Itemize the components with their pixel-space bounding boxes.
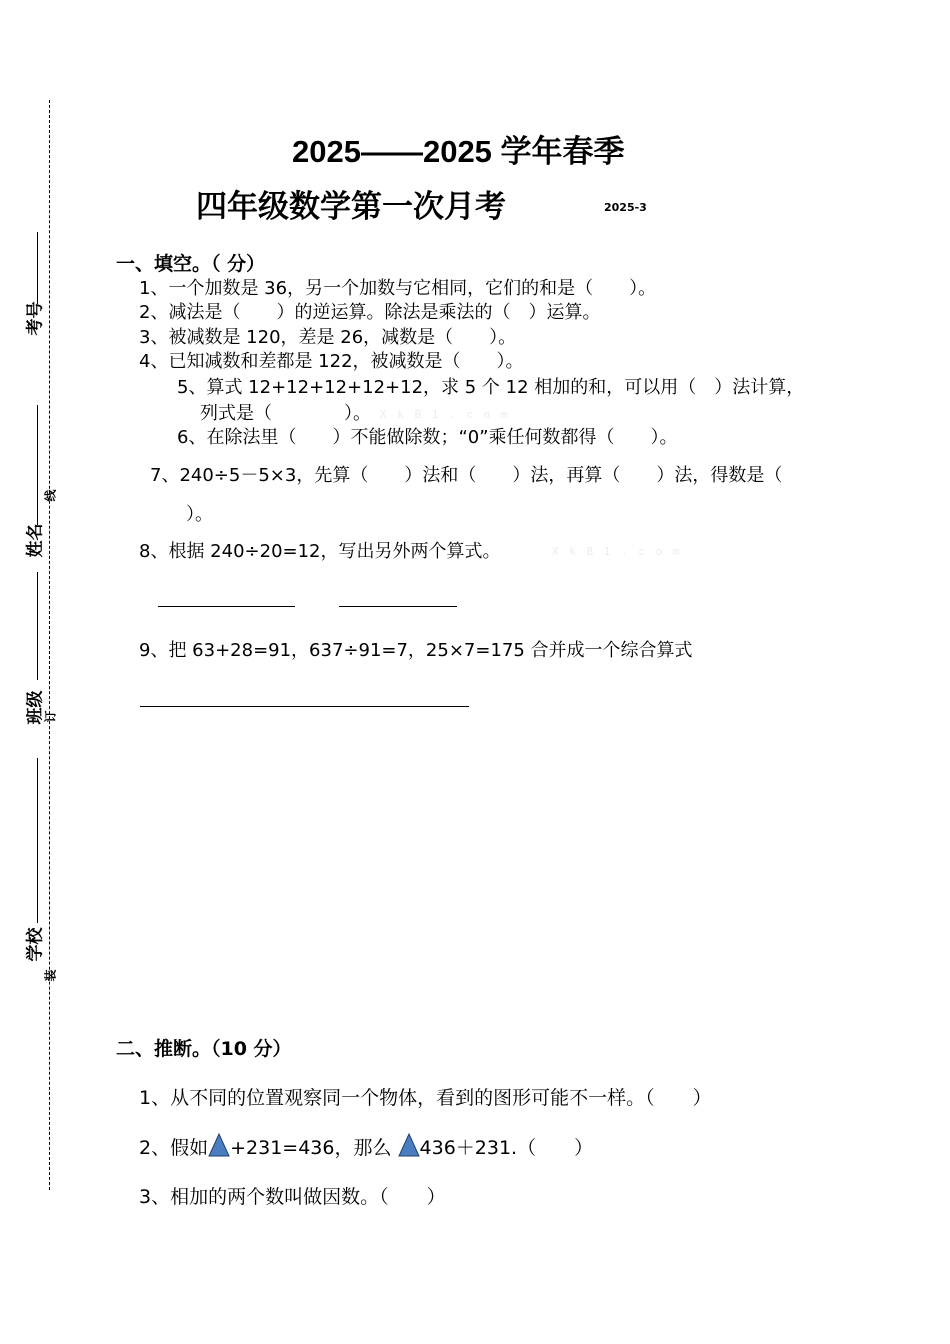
s1-question-3: 3、被减数是 120，差是 26，减数是（ ）。 (139, 327, 517, 348)
s1-question-6: 6、在除法里（ ）不能做除数；“0”乘任何数都得（ ）。 (177, 427, 678, 448)
name-underline-top (37, 405, 38, 525)
s2-question-1: 1、从不同的位置观察同一个物体，看到的图形可能不一样。（ ） (139, 1087, 712, 1109)
name-underline (37, 572, 38, 680)
s1-question-8: 8、根据 240÷20=12，写出另外两个算式。 (139, 541, 501, 562)
section2-title: 二、推断。（10 分） (116, 1038, 292, 1060)
s2-q2-part-a: 2、假如 (139, 1137, 209, 1159)
exam-date: 2025-3 (604, 201, 647, 214)
s2-q2-part-c: 436＋231.（ ） (419, 1137, 594, 1159)
exam-no-label: 考号 (25, 301, 46, 336)
xian-mark: 线 (43, 489, 58, 502)
ding-mark: 订 (43, 710, 58, 723)
exam-no-underline (37, 232, 38, 304)
answer-line-3[interactable] (140, 706, 469, 707)
s2-question-3: 3、相加的两个数叫做因数。（ ） (139, 1186, 446, 1208)
exam-title-line1: 2025——2025 学年春季 (292, 134, 625, 169)
exam-title-line2: 四年级数学第一次月考 (196, 189, 506, 225)
zhuang-mark: 装 (43, 969, 58, 982)
school-label: 学校 (25, 927, 46, 962)
s2-q2-part-b: +231=436，那么 (230, 1137, 398, 1159)
watermark-2: X k B 1 . c o m (552, 545, 682, 558)
s1-question-4: 4、已知减数和差都是 122，被减数是（ ）。 (139, 351, 524, 372)
s1-question-7: 7、240÷5－5×3，先算（ ）法和（ ）法，再算（ ）法，得数是（ (150, 465, 783, 486)
s1-question-5-cont: 列式是（ ）。 (200, 403, 371, 424)
s1-question-2: 2、减法是（ ）的逆运算。除法是乘法的（ ）运算。 (139, 302, 601, 323)
triangle-icon (208, 1133, 230, 1157)
answer-line-1[interactable] (158, 606, 295, 607)
class-label: 班级 (25, 690, 46, 725)
section1-title: 一、填空。（ 分） (116, 253, 266, 275)
triangle-icon (398, 1133, 420, 1157)
s2-question-2 (139, 1133, 593, 1160)
s1-question-1: 1、一个加数是 36，另一个加数与它相同，它们的和是（ ）。 (139, 278, 657, 299)
s1-question-9: 9、把 63+28=91，637÷91=7，25×7=175 合并成一个综合算式 (139, 640, 693, 661)
s1-question-5: 5、算式 12+12+12+12+12，求 5 个 12 相加的和，可以用（ ）法计算， (177, 377, 805, 398)
class-underline (37, 758, 38, 923)
watermark-1: X k B 1 . c o m (380, 408, 510, 421)
s1-question-7-cont: ）。 (186, 504, 213, 525)
binding-dashed-line (49, 100, 50, 1190)
answer-line-2[interactable] (339, 606, 457, 607)
name-label: 姓名 (25, 523, 46, 558)
